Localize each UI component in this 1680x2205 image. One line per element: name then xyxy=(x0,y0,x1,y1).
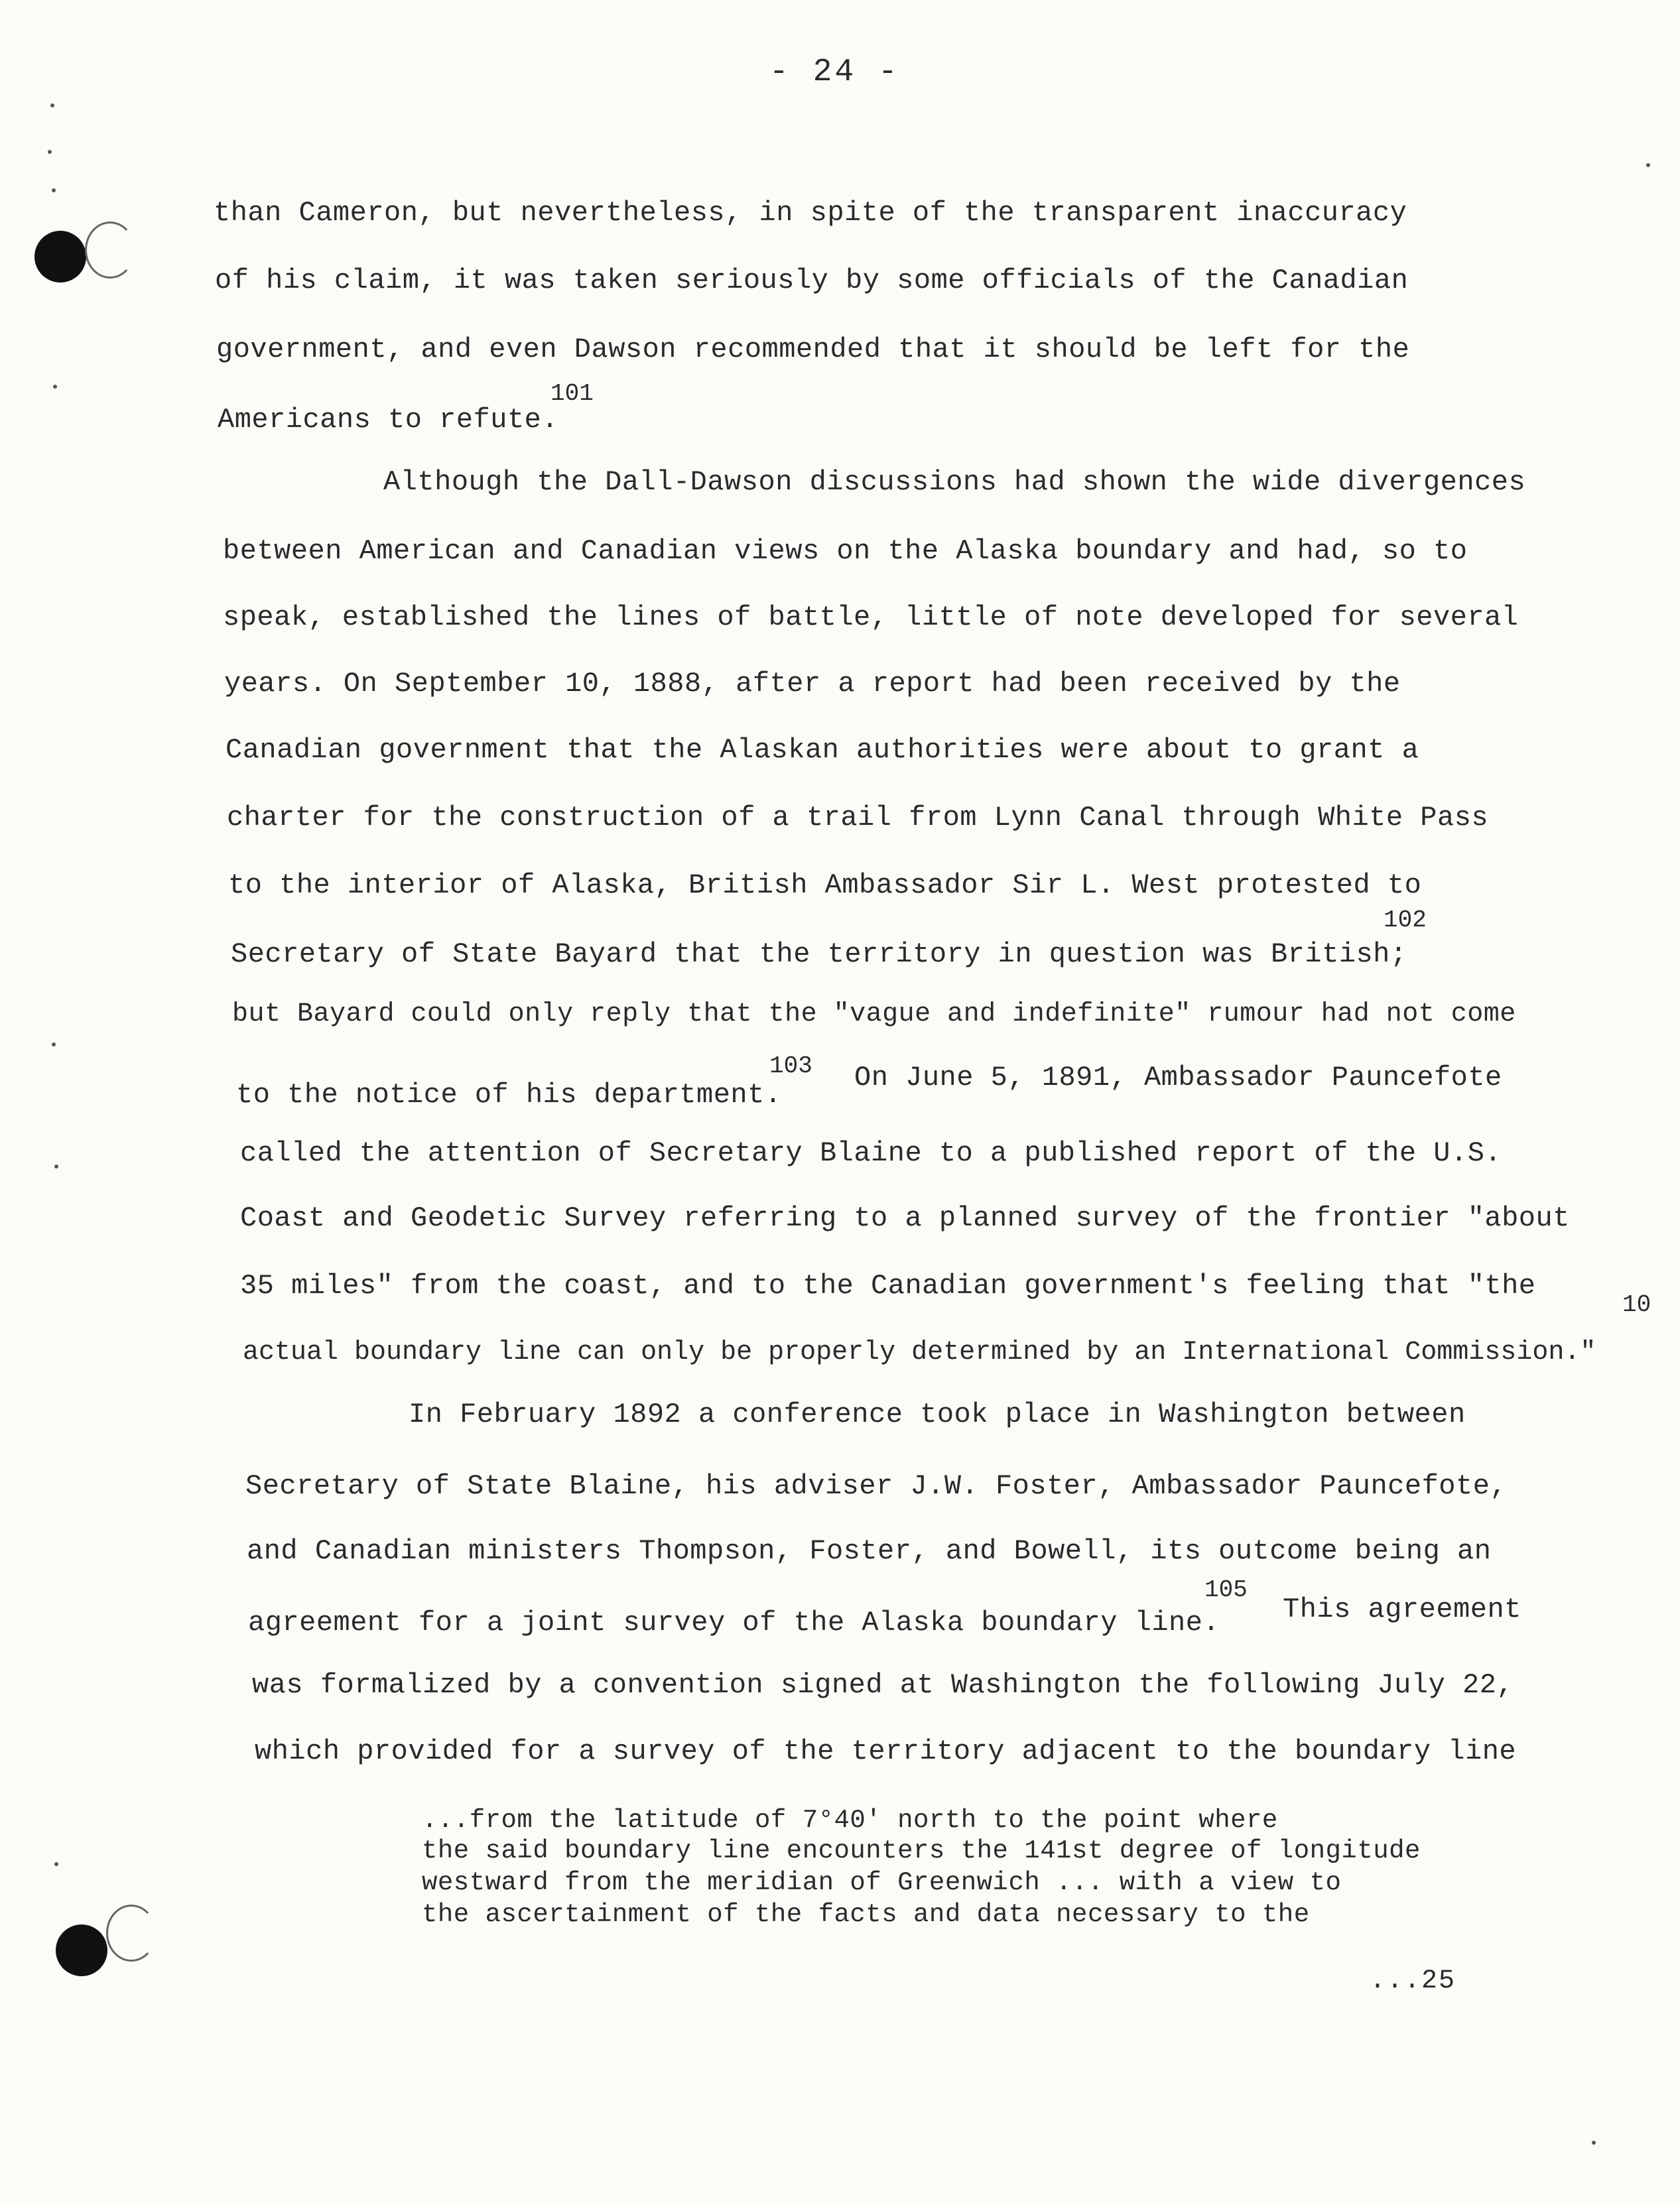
body-line: between American and Canadian views on the Alaska boundary and had, so to xyxy=(223,535,1468,567)
body-line: Coast and Geodetic Survey referring to a planned survey of the frontier "about xyxy=(240,1202,1570,1234)
punch-hole-bottom-arc xyxy=(106,1905,157,1962)
margin-speck xyxy=(53,385,57,389)
body-line: agreement for a joint survey of the Alaska boundary line. xyxy=(248,1607,1220,1639)
body-line: This agreement xyxy=(1283,1594,1521,1625)
footnote-marker: 101 xyxy=(550,380,594,407)
body-line: which provided for a survey of the territory adjacent to the boundary line xyxy=(255,1735,1517,1767)
continuation-marker: ...25 xyxy=(1370,1966,1456,1996)
punch-hole-bottom xyxy=(56,1924,107,1976)
body-line: but Bayard could only reply that the "vague and indefinite" rumour had not come xyxy=(232,999,1516,1029)
body-line: than Cameron, but nevertheless, in spite of the transparent inaccuracy xyxy=(214,197,1407,229)
quote-line: the said boundary line encounters the 141st degree of longitude xyxy=(422,1836,1421,1865)
body-line: to the interior of Alaska, British Ambassador Sir L. West protested to xyxy=(228,869,1422,901)
quote-line: westward from the meridian of Greenwich ... with a view to xyxy=(422,1868,1342,1897)
margin-speck xyxy=(48,150,52,154)
margin-speck xyxy=(52,188,56,192)
body-line: was formalized by a convention signed at Washington the following July 22, xyxy=(252,1669,1514,1701)
body-line: Secretary of State Blaine, his adviser J.W. Foster, Ambassador Pauncefote, xyxy=(245,1470,1508,1502)
page-number: - 24 - xyxy=(769,54,900,90)
body-line: On June 5, 1891, Ambassador Pauncefote xyxy=(854,1062,1502,1094)
footnote-marker: 103 xyxy=(769,1052,812,1080)
body-line: Americans to refute. xyxy=(218,404,559,436)
footnote-marker: 102 xyxy=(1384,907,1427,934)
margin-speck xyxy=(54,1862,58,1866)
body-line: charter for the construction of a trail from Lynn Canal through White Pass xyxy=(227,802,1489,834)
margin-speck xyxy=(54,1165,58,1168)
body-line: government, and even Dawson recommended that it should be left for the xyxy=(216,334,1410,365)
body-line: actual boundary line can only be properly determined by an International Commission." xyxy=(243,1338,1596,1367)
footnote-marker: 105 xyxy=(1204,1576,1248,1604)
body-line: of his claim, it was taken seriously by some officials of the Canadian xyxy=(215,265,1409,296)
body-line: Canadian government that the Alaskan authorities were about to grant a xyxy=(226,734,1419,766)
footnote-marker: 10 xyxy=(1622,1291,1651,1318)
body-line: 35 miles" from the coast, and to the Canadian government's feeling that "the xyxy=(240,1270,1536,1302)
margin-speck xyxy=(52,1042,56,1046)
margin-speck xyxy=(1646,163,1650,167)
punch-hole-top-arc xyxy=(85,221,135,279)
body-line: speak, established the lines of battle, little of note developed for several xyxy=(223,601,1519,633)
margin-speck xyxy=(50,103,54,107)
body-line: called the attention of Secretary Blaine to a published report of the U.S. xyxy=(240,1137,1502,1169)
body-line: Although the Dall-Dawson discussions had shown the wide divergences xyxy=(383,466,1526,498)
body-line: years. On September 10, 1888, after a report had been received by the xyxy=(224,668,1401,700)
quote-line: the ascertainment of the facts and data necessary to the xyxy=(422,1900,1310,1929)
body-line: In February 1892 a conference took place in Washington between xyxy=(409,1399,1466,1430)
punch-hole-top xyxy=(34,231,86,283)
quote-line: ...from the latitude of 7°40' north to the point where xyxy=(422,1806,1278,1835)
body-line: Secretary of State Bayard that the territory in question was British; xyxy=(231,938,1407,970)
body-line: and Canadian ministers Thompson, Foster, and Bowell, its outcome being an xyxy=(247,1535,1492,1567)
margin-speck xyxy=(1592,2141,1596,2145)
body-line: to the notice of his department. xyxy=(236,1079,782,1111)
